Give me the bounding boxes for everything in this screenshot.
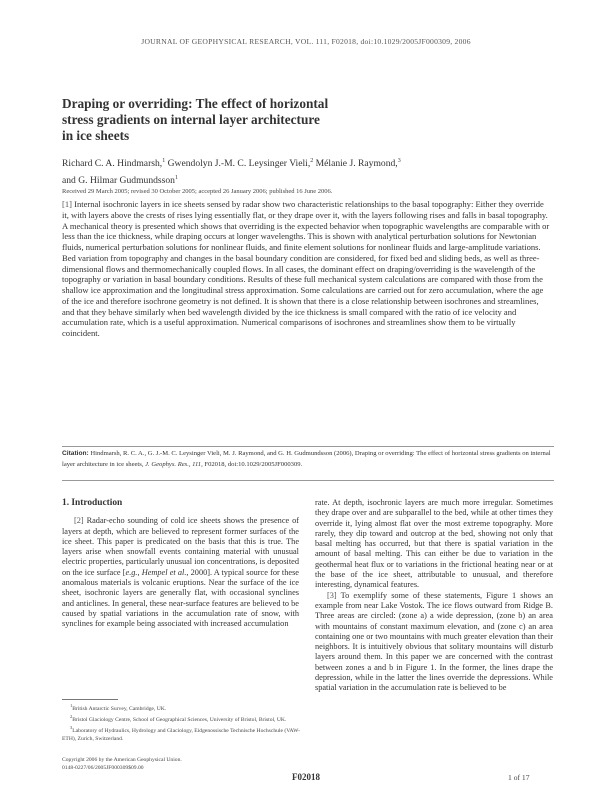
affiliation-marker: 2 — [310, 158, 314, 164]
title-line: stress gradients on internal layer architecture — [62, 112, 320, 127]
abstract-text: Internal isochronic layers in ice sheets sensed by radar show two characteristic relationships to the basal topography: Either they override it, with layers above the crests of rises lying essentially flat, or they drape over it, with the layers following rises and falls in basal topography. A mechanical theory is presented which shows that overriding is the expected behavior when topographic wavelengths are comparable with or less than the ice thickness, while draping occurs at longer wavelengths. This is shown with analytical perturbation solutions for Newtonian fluids, numerical perturbation solutions for nonlinear fluids, and finite element solutions for nonlinear fluids and large-amplitude variations. Bed variation from topography and changes in the basal boundary condition are considered, for fixed bed and sliding beds, as well as three-dimensional flows and thermomechanically coupled flows. In all cases, the dominant effect on draping/overriding is the wavelength of the topography or variation in basal boundary conditions. Results of these full mechanical system calculations are compared with those from the shallow ice approximation and the longitudinal stress approximation. Some calculations are carried out for zero accumulation, where the age of the ice and therefore isochrone geometry is not defined. It is shown that there is a close relationship between isochrones and streamlines, and that they behave similarly when bed wavelength divided by the ice thickness is small compared with the ratio of ice velocity and accumulation rate, which is a useful approximation. Numerical comparisons of isochrones and streamlines show them to be virtually coincident. — [62, 199, 550, 338]
paragraph-number: [2] — [74, 516, 84, 526]
citation-label: Citation: — [62, 450, 89, 457]
paragraph-number: [1] — [62, 199, 72, 209]
footnote-text: British Antarctic Survey, Cambridge, UK. — [72, 705, 167, 712]
paper-title — [62, 96, 402, 144]
footnote-marker: 1 — [70, 703, 73, 708]
affiliation-marker: 3 — [397, 158, 401, 164]
body-paragraph — [315, 591, 553, 694]
copyright — [62, 756, 302, 772]
body-paragraph — [62, 516, 299, 629]
citation — [62, 449, 554, 471]
footnote-text: Laboratory of Hydraulics, Hydrology and Glaciology, Eidgenossische Technische Hochschule (VAW-ETH), Zurich, Switzerland. — [62, 727, 300, 743]
footnote — [62, 724, 302, 743]
author: Gwendolyn J.-M. C. Leysinger Vieli, — [167, 158, 311, 170]
right-column — [315, 498, 553, 694]
citation-journal: J. Geophys. Res., 111, — [145, 460, 203, 468]
affiliation-marker: 1 — [162, 158, 166, 164]
divider — [62, 446, 554, 447]
abstract — [62, 199, 552, 339]
footnote-marker: 2 — [70, 714, 73, 720]
paragraph-number: [3] — [327, 590, 337, 600]
body-text: To exemplify some of these statements, Figure 1 shows an example from near Lake Vostok. The ice flows outward from Ridge B. Three areas are circled: (zone a) a wide depression, (zone b) an area with mountains of constant maximum elevation, and (zone c) an area containing one or two mountains with much greater elevation than their neighbors. It is intuitively obvious that solitary mountains will disturb layers around them. In this paper we are concerned with the contrast between zones a and b in Figure 1. In the former, the lines drape the depression, while in the latter the lines override the depressions. While spatial variation in the accumulation rate is believed to be — [315, 590, 553, 693]
citation-doi: F02018, doi:10.1029/2005JF000309. — [204, 460, 303, 468]
received-dates: Received 29 March 2005; revised 30 October 2005; accepted 26 January 2006; published 16 June 2006. — [62, 188, 333, 195]
author-list — [62, 154, 482, 188]
body-text: , 2000]. A typical source for these anomalous materials is volcanic eruptions. Near the surface of the ice sheet, isochronic layers are generally flat, with occasional synclines and anticlines. In general, these near-surface features are believed to be caused by spatial variations in the accumulation rate of snow, with synclines for example being associated with increased accumulation — [62, 567, 299, 629]
reference-link[interactable]: e.g., Hempel et al. — [125, 567, 187, 577]
footnote-text: Bristol Glaciology Centre, School of Geographical Sciences, University of Bristol, Bristol, UK. — [72, 716, 287, 723]
page-number: 1 of 17 — [508, 773, 530, 782]
body-text: Radar-echo sounding of cold ice sheets shows the presence of layers at depth, which are believed to represent former surfaces of the ice sheet. This paper is predicated on the basis that this is true. The layers arise when snowfall events containing material with unusual electric properties, particularly unusual ion concentrations, is deposited on the ice surface [ — [62, 516, 299, 577]
article-id: F02018 — [292, 772, 320, 782]
footnote — [62, 702, 302, 713]
citation-text: Hindmarsh, R. C. A., G. J.-M. C. Leysinger Vieli, M. J. Raymond, and G. H. Gudmundsson (2006), Draping or overriding: The effect of horizontal stress gradients on internal layer architecture in ice sheets, — [62, 450, 551, 468]
left-column — [62, 498, 299, 630]
title-line: in ice sheets — [62, 128, 130, 143]
affiliation-footnotes — [62, 702, 302, 743]
affiliation-marker: 1 — [174, 175, 178, 182]
body-paragraph: rate. At depth, isochronic layers are much more irregular. Sometimes they drape over and are subparallel to the bed, while at other times they override it, lying almost flat over the most extreme topography. More rarely, they dip toward and outcrop at the bed, showing not only that basal melting has occurred, but that there is spatial variation in the amount of basal melting. This can either be due to variation in the geothermal heat flux or to variations in the frictional heating near or at the base of the ice sheet, attributable to unusual, and therefore interesting, dynamical features. — [315, 498, 553, 590]
copyright-line: Copyright 2006 by the American Geophysical Union. — [62, 757, 182, 763]
journal-header: JOURNAL OF GEOPHYSICAL RESEARCH, VOL. 111, F02018, doi:10.1029/2005JF000309, 2006 — [141, 37, 471, 46]
footnote — [62, 713, 302, 724]
footnote-divider — [62, 699, 118, 700]
author: and G. Hilmar Gudmundsson — [62, 175, 175, 187]
author: Mélanie J. Raymond, — [315, 158, 398, 170]
title-line: Draping or overriding: The effect of horizontal — [62, 96, 329, 111]
author: Richard C. A. Hindmarsh, — [62, 158, 163, 170]
section-heading: 1. Introduction — [62, 498, 123, 508]
divider — [62, 480, 554, 481]
footnote-marker: 3 — [70, 725, 73, 731]
copyright-code: 0148-0227/06/2005JF000309$09.00 — [62, 765, 144, 772]
